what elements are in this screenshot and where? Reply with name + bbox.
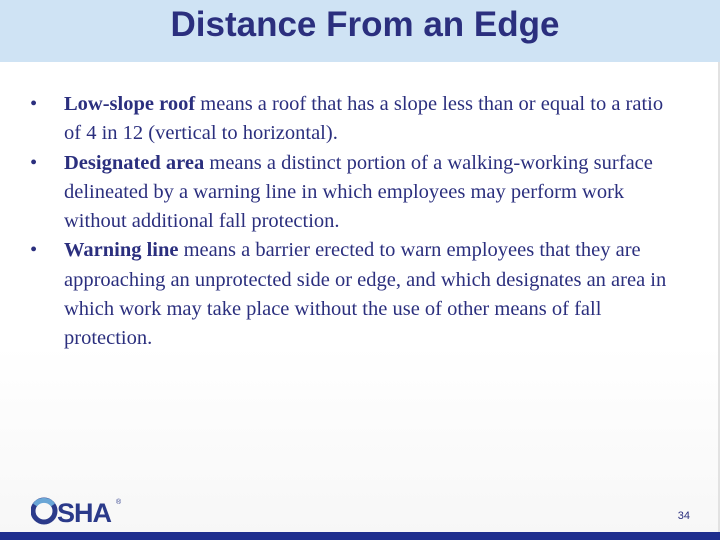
- svg-text:SHA: SHA: [57, 498, 112, 527]
- bottom-bar: [0, 532, 720, 540]
- bullet-symbol: •: [30, 93, 38, 115]
- list-item: [30, 236, 680, 353]
- bullet-symbol: •: [30, 151, 38, 174]
- term-label: Warning line: [64, 239, 179, 262]
- svg-text:®: ®: [116, 499, 122, 506]
- list-item: [30, 149, 680, 237]
- bullet-symbol: •: [30, 239, 38, 262]
- osha-logo: [31, 493, 125, 527]
- definition-list: [30, 90, 680, 354]
- term-label: Low-slope roof: [64, 93, 196, 115]
- slide-title: Distance From an Edge: [170, 5, 560, 44]
- term-definition: means a barrier erected to warn employees that they are approaching an unprotected side or edge, and which designates an area in which work may take place without the use of other means of fall protection.: [64, 239, 667, 350]
- list-item: [30, 90, 680, 149]
- page-number: 34: [677, 510, 690, 522]
- term-definition: means a distinct portion of a walking-working surface delineated by a warning line in which employees may perform work without additional fall protection.: [64, 151, 653, 233]
- term-definition: means a roof that has a slope less than or equal to a ratio of 4 in 12 (vertical to horizontal).: [64, 93, 664, 145]
- term-label: Designated area: [64, 151, 205, 174]
